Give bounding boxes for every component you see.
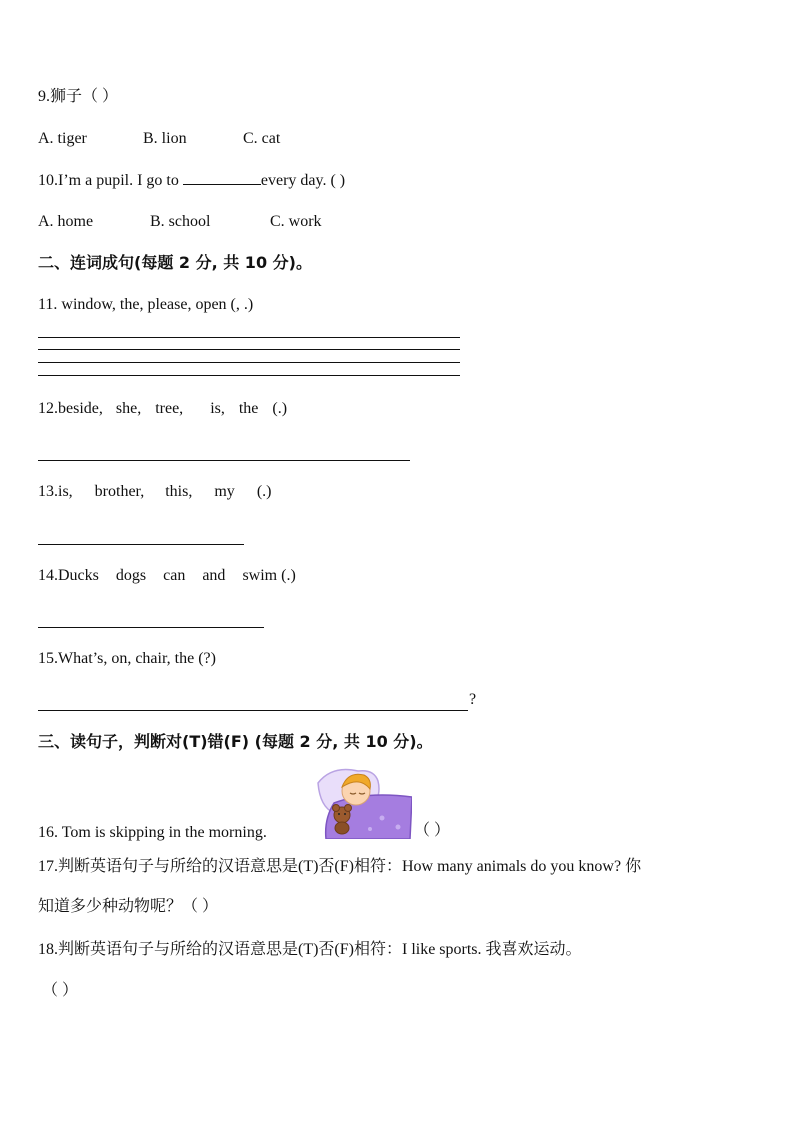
question-18-line-1: 18.判断英语句子与所给的汉语意思是(T)否(F)相符：I like sports. 我喜欢运动。 [38, 941, 582, 958]
question-mark: ? [469, 691, 477, 708]
answer-line[interactable] [38, 362, 460, 363]
question-16-text: 16. Tom is skipping in the morning. [38, 824, 267, 841]
blanket-dot [396, 825, 401, 830]
question-number: 14. [38, 567, 58, 584]
question-9-text: 9.狮子（ ） [38, 88, 119, 105]
question-17-line-1: 17.判断英语句子与所给的汉语意思是(T)否(F)相符：How many animals do you know? 你 [38, 858, 642, 875]
question-17-line-2: 知道多少种动物呢？（ ） [38, 898, 219, 915]
answer-line[interactable] [38, 544, 244, 545]
answer-blank[interactable] [183, 170, 261, 185]
word: is, [210, 400, 225, 417]
question-9 [38, 87, 118, 107]
word: swim (.) [242, 567, 296, 584]
option-c: C. cat [243, 130, 281, 147]
word: and [202, 567, 226, 584]
answer-line[interactable] [38, 375, 460, 376]
answer-line[interactable] [38, 349, 460, 350]
answer-line[interactable] [38, 627, 264, 628]
option-a: A. tiger [38, 130, 87, 147]
question-10-suffix: every day. ( ) [260, 172, 346, 189]
question-11: 11. window, the, please, open (, .) [38, 296, 254, 313]
word: dogs [115, 567, 147, 584]
question-15: 15.What’s, on, chair, the (?) [38, 650, 216, 667]
question-9-options [38, 129, 280, 149]
answer-line[interactable] [38, 710, 468, 711]
option-b: B. school [150, 213, 211, 230]
question-number: 13. [38, 483, 58, 500]
blanket-dot [380, 816, 385, 821]
word: Ducks [58, 567, 99, 584]
answer-line[interactable] [38, 337, 460, 338]
section-2-title: 二、连词成句(每题 2 分, 共 10 分)。 [38, 253, 312, 272]
option-b: B. lion [143, 130, 187, 147]
section-3-title: 三、读句子，判断对(T)错(F) (每题 2 分, 共 10 分)。 [38, 732, 433, 751]
blanket-dot [368, 827, 372, 831]
word: she, [115, 400, 142, 417]
word: my [214, 483, 235, 500]
answer-paren[interactable]: （ ） [42, 982, 79, 999]
word: (.) [272, 400, 288, 417]
option-a: A. home [38, 213, 94, 230]
question-16 [38, 823, 267, 843]
question-12 [38, 399, 287, 419]
word: brother, [94, 483, 145, 500]
question-10-prefix: 10.I’m a pupil. I go to [38, 172, 183, 189]
word: (.) [256, 483, 272, 500]
question-10 [38, 170, 345, 191]
word: is, [58, 483, 73, 500]
question-10-options [38, 212, 322, 232]
answer-line[interactable] [38, 460, 410, 461]
word: this, [165, 483, 193, 500]
word: tree, [155, 400, 184, 417]
question-number: 12. [38, 400, 58, 417]
question-13 [38, 482, 271, 502]
sleeping-child-image [312, 763, 412, 839]
question-14 [38, 566, 296, 586]
word: beside, [58, 400, 103, 417]
option-c: C. work [270, 213, 322, 230]
answer-paren[interactable]: （ ） [414, 822, 451, 839]
word: can [163, 567, 186, 584]
word: the [238, 400, 259, 417]
